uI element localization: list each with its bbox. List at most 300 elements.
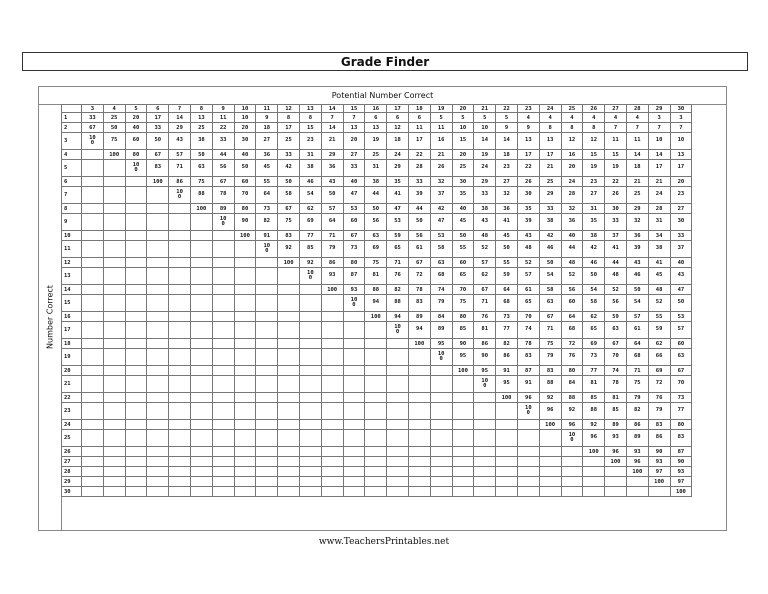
grade-cell: 75 bbox=[452, 295, 474, 312]
grade-cell: 33 bbox=[474, 187, 496, 204]
grade-cell bbox=[539, 487, 561, 497]
grade-cell: 93 bbox=[605, 430, 627, 447]
number-correct-cell: 30 bbox=[62, 487, 82, 497]
grade-cell bbox=[190, 312, 212, 322]
grade-cell: 55 bbox=[648, 312, 670, 322]
grade-table bbox=[61, 104, 692, 497]
grade-cell: 60 bbox=[234, 177, 256, 187]
grade-cell bbox=[256, 258, 278, 268]
grade-cell bbox=[474, 447, 496, 457]
grade-cell: 8 bbox=[299, 113, 321, 123]
grade-cell: 37 bbox=[430, 187, 452, 204]
grade-cell: 96 bbox=[605, 447, 627, 457]
number-correct-cell: 22 bbox=[62, 393, 82, 403]
grade-cell: 21 bbox=[539, 160, 561, 177]
grade-cell bbox=[125, 447, 147, 457]
number-correct-cell: 25 bbox=[62, 430, 82, 447]
grade-cell bbox=[517, 467, 539, 477]
grade-cell bbox=[125, 349, 147, 366]
grade-cell: 25 bbox=[626, 187, 648, 204]
grade-cell: 7 bbox=[343, 113, 365, 123]
grade-cell bbox=[125, 376, 147, 393]
grade-cell bbox=[517, 447, 539, 457]
grade-cell: 62 bbox=[583, 312, 605, 322]
grade-cell bbox=[234, 487, 256, 497]
grade-cell bbox=[125, 312, 147, 322]
grade-cell bbox=[125, 231, 147, 241]
grade-cell bbox=[365, 420, 387, 430]
grade-cell: 18 bbox=[496, 150, 518, 160]
grade-cell: 97 bbox=[648, 467, 670, 477]
grade-cell bbox=[234, 268, 256, 285]
grade-cell: 12 bbox=[561, 133, 583, 150]
grade-cell: 13 bbox=[517, 133, 539, 150]
grade-cell bbox=[496, 487, 518, 497]
corner-cell bbox=[62, 105, 82, 113]
grade-cell bbox=[387, 420, 409, 430]
grade-cell bbox=[430, 376, 452, 393]
grade-cell: 67 bbox=[670, 366, 692, 376]
grade-cell bbox=[430, 403, 452, 420]
grade-cell: 42 bbox=[278, 160, 300, 177]
footer-url: www.TeachersPrintables.net bbox=[318, 537, 450, 547]
grade-cell bbox=[408, 393, 430, 403]
grade-cell: 61 bbox=[517, 285, 539, 295]
grade-cell: 93 bbox=[626, 447, 648, 457]
grade-cell bbox=[583, 467, 605, 477]
grade-cell: 24 bbox=[387, 150, 409, 160]
grade-cell bbox=[103, 231, 125, 241]
grade-cell bbox=[212, 285, 234, 295]
grade-cell: 45 bbox=[496, 231, 518, 241]
grade-cell: 85 bbox=[583, 393, 605, 403]
grade-cell: 26 bbox=[430, 160, 452, 177]
grade-cell bbox=[605, 477, 627, 487]
grade-cell bbox=[169, 312, 191, 322]
grade-cell bbox=[517, 487, 539, 497]
grade-cell bbox=[169, 430, 191, 447]
grade-cell: 57 bbox=[169, 150, 191, 160]
grade-cell: 67 bbox=[278, 204, 300, 214]
grade-cell: 67 bbox=[82, 123, 104, 133]
grade-cell: 58 bbox=[583, 295, 605, 312]
grade-cell bbox=[125, 430, 147, 447]
grade-cell bbox=[190, 339, 212, 349]
grade-cell: 38 bbox=[539, 214, 561, 231]
grade-cell bbox=[452, 477, 474, 487]
grade-cell bbox=[343, 366, 365, 376]
grade-cell bbox=[299, 295, 321, 312]
grade-cell: 85 bbox=[452, 322, 474, 339]
grade-cell bbox=[452, 487, 474, 497]
grade-cell bbox=[365, 403, 387, 420]
grade-cell bbox=[343, 477, 365, 487]
grade-cell: 14 bbox=[169, 113, 191, 123]
grade-cell bbox=[365, 487, 387, 497]
grade-cell bbox=[103, 376, 125, 393]
grade-cell bbox=[103, 467, 125, 477]
number-correct-cell: 29 bbox=[62, 477, 82, 487]
grade-cell bbox=[82, 231, 104, 241]
grade-cell: 39 bbox=[626, 241, 648, 258]
grade-cell bbox=[343, 376, 365, 393]
grade-cell: 52 bbox=[648, 295, 670, 312]
grade-cell bbox=[82, 376, 104, 393]
grade-cell bbox=[387, 477, 409, 487]
grade-cell bbox=[474, 477, 496, 487]
grade-cell bbox=[82, 403, 104, 420]
grade-cell: 33 bbox=[278, 150, 300, 160]
grade-cell: 76 bbox=[561, 349, 583, 366]
grade-cell: 90 bbox=[670, 457, 692, 467]
potential-header-cell: 11 bbox=[256, 105, 278, 113]
grade-cell: 67 bbox=[147, 150, 169, 160]
grade-row bbox=[62, 123, 692, 133]
grade-cell bbox=[147, 231, 169, 241]
grade-cell: 79 bbox=[430, 295, 452, 312]
grade-cell bbox=[147, 420, 169, 430]
potential-header-cell: 28 bbox=[626, 105, 648, 113]
grade-cell bbox=[278, 420, 300, 430]
grade-cell: 36 bbox=[496, 204, 518, 214]
grade-row bbox=[62, 322, 692, 339]
grade-cell: 37 bbox=[605, 231, 627, 241]
grade-cell: 80 bbox=[234, 204, 256, 214]
grade-cell: 70 bbox=[517, 312, 539, 322]
grade-cell: 32 bbox=[626, 214, 648, 231]
row-axis-label: Number Correct bbox=[45, 285, 55, 349]
grade-cell bbox=[147, 467, 169, 477]
grade-cell: 33 bbox=[212, 133, 234, 150]
grade-cell: 24 bbox=[474, 160, 496, 177]
grade-cell: 35 bbox=[517, 204, 539, 214]
grade-cell: 20 bbox=[452, 150, 474, 160]
grade-cell: 33 bbox=[539, 204, 561, 214]
potential-header-cell: 5 bbox=[125, 105, 147, 113]
potential-header-cell: 12 bbox=[278, 105, 300, 113]
grade-cell bbox=[125, 393, 147, 403]
grade-cell: 61 bbox=[626, 322, 648, 339]
grade-cell: 37 bbox=[670, 241, 692, 258]
grade-cell: 5 bbox=[496, 113, 518, 123]
grade-cell: 74 bbox=[517, 322, 539, 339]
grade-cell: 83 bbox=[278, 231, 300, 241]
grade-cell bbox=[278, 457, 300, 467]
grade-cell: 31 bbox=[583, 204, 605, 214]
grade-cell: 27 bbox=[670, 204, 692, 214]
grade-cell: 65 bbox=[452, 268, 474, 285]
grade-cell: 10 bbox=[648, 133, 670, 150]
potential-header-cell: 17 bbox=[387, 105, 409, 113]
grade-cell bbox=[387, 467, 409, 477]
grade-cell: 75 bbox=[626, 376, 648, 393]
grade-cell: 23 bbox=[670, 187, 692, 204]
grade-cell bbox=[496, 447, 518, 457]
grade-cell bbox=[103, 477, 125, 487]
grade-cell: 100 bbox=[234, 231, 256, 241]
grade-cell: 21 bbox=[648, 177, 670, 187]
grade-cell bbox=[82, 268, 104, 285]
grade-cell bbox=[125, 214, 147, 231]
grade-cell: 83 bbox=[539, 366, 561, 376]
grade-cell bbox=[169, 420, 191, 430]
grade-cell bbox=[561, 457, 583, 467]
grade-cell: 40 bbox=[561, 231, 583, 241]
grade-cell bbox=[430, 477, 452, 487]
grade-cell bbox=[408, 376, 430, 393]
grade-cell: 29 bbox=[169, 123, 191, 133]
grade-cell: 46 bbox=[626, 268, 648, 285]
grade-cell: 10 0 bbox=[125, 160, 147, 177]
grade-cell bbox=[299, 430, 321, 447]
grade-cell: 94 bbox=[365, 295, 387, 312]
grade-cell: 100 bbox=[103, 150, 125, 160]
grade-cell: 96 bbox=[561, 420, 583, 430]
grade-cell bbox=[343, 322, 365, 339]
grade-cell: 26 bbox=[517, 177, 539, 187]
grade-cell bbox=[605, 467, 627, 477]
grade-cell: 94 bbox=[387, 312, 409, 322]
grade-cell bbox=[82, 187, 104, 204]
grade-cell: 15 bbox=[583, 150, 605, 160]
grade-cell: 42 bbox=[430, 204, 452, 214]
grade-cell bbox=[147, 187, 169, 204]
grade-cell: 59 bbox=[496, 268, 518, 285]
grade-cell bbox=[190, 393, 212, 403]
grade-cell: 80 bbox=[125, 150, 147, 160]
grade-cell bbox=[299, 285, 321, 295]
grade-cell: 31 bbox=[648, 214, 670, 231]
grade-cell bbox=[190, 487, 212, 497]
grade-cell bbox=[103, 403, 125, 420]
grade-cell bbox=[452, 430, 474, 447]
grade-cell: 16 bbox=[561, 150, 583, 160]
grade-cell bbox=[190, 258, 212, 268]
grade-cell: 14 bbox=[321, 123, 343, 133]
grade-cell bbox=[125, 285, 147, 295]
grade-cell bbox=[278, 295, 300, 312]
grade-cell bbox=[539, 447, 561, 457]
grade-cell: 79 bbox=[321, 241, 343, 258]
grade-cell bbox=[299, 366, 321, 376]
grade-cell: 77 bbox=[299, 231, 321, 241]
grade-cell: 86 bbox=[496, 349, 518, 366]
grade-cell bbox=[539, 457, 561, 467]
grade-cell bbox=[103, 312, 125, 322]
grade-cell bbox=[103, 177, 125, 187]
grade-cell bbox=[212, 312, 234, 322]
grade-cell bbox=[561, 487, 583, 497]
grade-cell bbox=[408, 366, 430, 376]
grade-cell: 50 bbox=[496, 241, 518, 258]
grade-cell bbox=[147, 477, 169, 487]
number-correct-cell: 19 bbox=[62, 349, 82, 366]
grade-cell: 81 bbox=[583, 376, 605, 393]
grade-cell: 50 bbox=[626, 285, 648, 295]
grade-cell bbox=[278, 312, 300, 322]
grade-row bbox=[62, 113, 692, 123]
grade-row bbox=[62, 160, 692, 177]
grade-cell bbox=[496, 403, 518, 420]
grade-cell: 79 bbox=[539, 349, 561, 366]
grade-cell bbox=[212, 258, 234, 268]
potential-header-cell: 7 bbox=[169, 105, 191, 113]
grade-cell bbox=[256, 393, 278, 403]
grade-cell: 19 bbox=[583, 160, 605, 177]
grade-cell: 40 bbox=[234, 150, 256, 160]
grade-cell bbox=[125, 366, 147, 376]
grade-cell: 64 bbox=[626, 339, 648, 349]
grade-cell: 79 bbox=[626, 393, 648, 403]
grade-cell bbox=[321, 295, 343, 312]
grade-cell bbox=[299, 349, 321, 366]
grade-cell: 65 bbox=[517, 295, 539, 312]
grade-cell bbox=[256, 339, 278, 349]
grade-cell bbox=[212, 447, 234, 457]
grade-cell: 89 bbox=[626, 430, 648, 447]
grade-cell: 70 bbox=[452, 285, 474, 295]
grade-cell bbox=[496, 430, 518, 447]
grade-cell bbox=[365, 349, 387, 366]
grade-cell bbox=[299, 467, 321, 477]
grade-cell bbox=[321, 376, 343, 393]
grade-cell: 22 bbox=[517, 160, 539, 177]
grade-cell: 10 0 bbox=[387, 322, 409, 339]
grade-cell bbox=[278, 349, 300, 366]
grade-cell: 59 bbox=[605, 312, 627, 322]
grade-cell bbox=[387, 376, 409, 393]
grade-cell bbox=[234, 295, 256, 312]
grade-cell: 89 bbox=[430, 322, 452, 339]
grade-cell: 65 bbox=[387, 241, 409, 258]
grade-cell: 12 bbox=[387, 123, 409, 133]
number-correct-cell: 8 bbox=[62, 204, 82, 214]
grade-cell: 62 bbox=[648, 339, 670, 349]
grade-cell bbox=[103, 457, 125, 467]
grade-cell: 83 bbox=[147, 160, 169, 177]
grade-cell: 67 bbox=[474, 285, 496, 295]
grade-cell bbox=[278, 376, 300, 393]
grade-cell: 71 bbox=[626, 366, 648, 376]
grade-cell: 90 bbox=[234, 214, 256, 231]
grade-cell: 84 bbox=[430, 312, 452, 322]
grade-cell bbox=[82, 467, 104, 477]
grade-cell: 53 bbox=[387, 214, 409, 231]
grade-cell: 68 bbox=[496, 295, 518, 312]
grade-cell bbox=[212, 457, 234, 467]
grade-cell: 48 bbox=[648, 285, 670, 295]
grade-cell: 50 bbox=[234, 160, 256, 177]
grade-cell: 86 bbox=[626, 420, 648, 430]
grade-cell: 75 bbox=[365, 258, 387, 268]
grade-cell: 10 bbox=[452, 123, 474, 133]
grade-cell: 73 bbox=[343, 241, 365, 258]
grade-cell bbox=[169, 241, 191, 258]
grade-cell: 45 bbox=[452, 214, 474, 231]
grade-cell bbox=[82, 447, 104, 457]
grade-cell bbox=[103, 420, 125, 430]
grade-cell bbox=[278, 430, 300, 447]
grade-cell: 52 bbox=[517, 258, 539, 268]
number-correct-cell: 14 bbox=[62, 285, 82, 295]
grade-cell bbox=[256, 322, 278, 339]
grade-cell: 10 0 bbox=[474, 376, 496, 393]
grade-row bbox=[62, 295, 692, 312]
grade-cell: 81 bbox=[605, 393, 627, 403]
grade-cell: 88 bbox=[365, 285, 387, 295]
grade-cell bbox=[256, 295, 278, 312]
grade-cell: 96 bbox=[539, 403, 561, 420]
grade-cell: 24 bbox=[561, 177, 583, 187]
grade-cell bbox=[408, 457, 430, 467]
grade-cell bbox=[430, 487, 452, 497]
grade-cell bbox=[82, 457, 104, 467]
grade-cell: 67 bbox=[539, 312, 561, 322]
grade-cell: 57 bbox=[670, 322, 692, 339]
grade-cell: 61 bbox=[408, 241, 430, 258]
grade-cell bbox=[343, 420, 365, 430]
grade-cell bbox=[234, 457, 256, 467]
grade-cell bbox=[256, 366, 278, 376]
grade-cell: 100 bbox=[648, 477, 670, 487]
grade-cell: 58 bbox=[278, 187, 300, 204]
grade-cell bbox=[82, 349, 104, 366]
potential-header-cell: 4 bbox=[103, 105, 125, 113]
grade-cell bbox=[321, 312, 343, 322]
grade-cell: 67 bbox=[605, 339, 627, 349]
grade-cell: 100 bbox=[190, 204, 212, 214]
potential-header-cell: 20 bbox=[452, 105, 474, 113]
grade-cell: 55 bbox=[256, 177, 278, 187]
grade-cell bbox=[82, 258, 104, 268]
grade-cell bbox=[452, 393, 474, 403]
grade-cell: 82 bbox=[626, 403, 648, 420]
grade-cell: 43 bbox=[321, 177, 343, 187]
grade-cell: 47 bbox=[670, 285, 692, 295]
grade-row bbox=[62, 258, 692, 268]
grade-cell: 14 bbox=[496, 133, 518, 150]
grade-cell bbox=[212, 477, 234, 487]
grade-cell: 44 bbox=[605, 258, 627, 268]
grade-row bbox=[62, 403, 692, 420]
grade-cell: 32 bbox=[561, 204, 583, 214]
grade-cell bbox=[648, 487, 670, 497]
grade-cell: 81 bbox=[474, 322, 496, 339]
grade-cell: 10 0 bbox=[169, 187, 191, 204]
grade-cell: 60 bbox=[343, 214, 365, 231]
grade-cell: 88 bbox=[387, 295, 409, 312]
grade-cell bbox=[212, 376, 234, 393]
grade-cell: 29 bbox=[474, 177, 496, 187]
potential-header-cell: 10 bbox=[234, 105, 256, 113]
grade-cell bbox=[365, 467, 387, 477]
grade-row bbox=[62, 177, 692, 187]
grade-cell bbox=[82, 366, 104, 376]
grade-cell: 35 bbox=[387, 177, 409, 187]
grade-cell: 50 bbox=[583, 268, 605, 285]
grade-cell: 27 bbox=[496, 177, 518, 187]
grade-cell: 29 bbox=[387, 160, 409, 177]
grade-cell bbox=[147, 339, 169, 349]
grade-cell bbox=[408, 349, 430, 366]
grade-cell: 54 bbox=[583, 285, 605, 295]
grade-cell bbox=[125, 177, 147, 187]
grade-cell: 10 0 bbox=[82, 133, 104, 150]
grade-cell bbox=[234, 477, 256, 487]
grade-cell: 18 bbox=[256, 123, 278, 133]
grade-cell: 78 bbox=[605, 376, 627, 393]
grade-cell bbox=[299, 420, 321, 430]
